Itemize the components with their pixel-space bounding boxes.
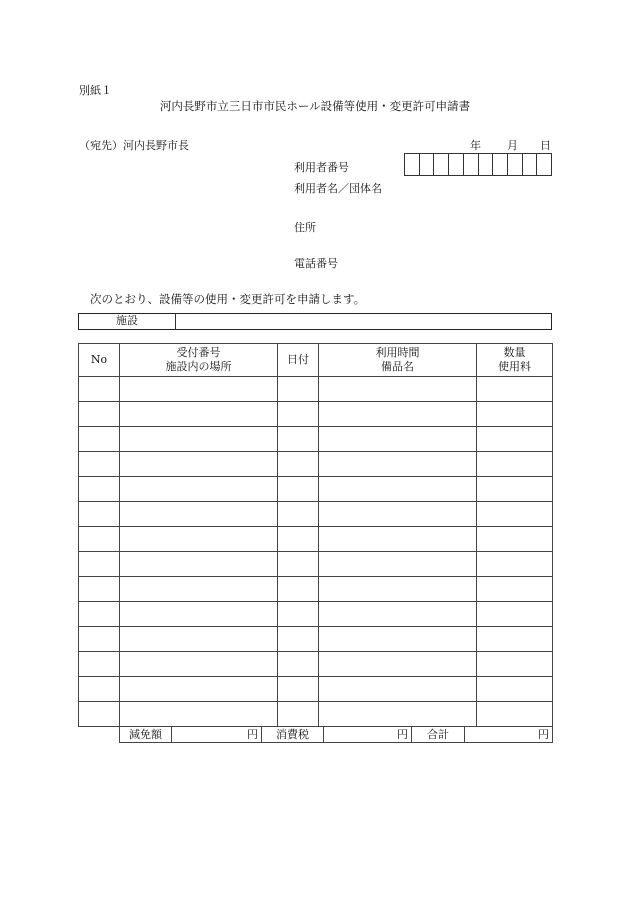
cell-time-item[interactable]: [319, 477, 477, 502]
cell-receipt-place[interactable]: [120, 577, 278, 602]
cell-date[interactable]: [278, 452, 319, 477]
table-header-row: [79, 344, 553, 377]
facility-field[interactable]: [176, 314, 551, 329]
cell-time-item[interactable]: [319, 677, 477, 702]
cell-no[interactable]: [79, 527, 120, 552]
cell-no[interactable]: [79, 652, 120, 677]
cell-date[interactable]: [278, 527, 319, 552]
user-number-digit-box[interactable]: [523, 154, 538, 175]
user-number-digit-box[interactable]: [479, 154, 494, 175]
totals-row: [119, 726, 553, 743]
header-receipt-place: [120, 344, 278, 377]
cell-time-item[interactable]: [319, 427, 477, 452]
cell-time-item[interactable]: [319, 552, 477, 577]
cell-no[interactable]: [79, 677, 120, 702]
table-row: [79, 427, 553, 452]
user-number-label: 利用者番号: [294, 161, 349, 174]
form-title: 河内長野市立三日市市民ホール設備等使用・変更許可申請書: [159, 99, 471, 113]
application-statement: 次のとおり、設備等の使用・変更許可を申請します。: [90, 292, 366, 306]
user-number-digit-box[interactable]: [449, 154, 464, 175]
cell-qty-fee[interactable]: [477, 377, 553, 402]
user-number-digit-box[interactable]: [434, 154, 449, 175]
cell-receipt-place[interactable]: [120, 427, 278, 452]
table-row: [79, 602, 553, 627]
cell-receipt-place[interactable]: [120, 602, 278, 627]
cell-receipt-place[interactable]: [120, 552, 278, 577]
addressee: （宛先）河内長野市長: [79, 139, 189, 152]
cell-date[interactable]: [278, 502, 319, 527]
table-row: [79, 652, 553, 677]
discount-amount-field[interactable]: 円: [172, 727, 262, 743]
cell-time-item[interactable]: [319, 652, 477, 677]
user-number-digit-box[interactable]: [508, 154, 523, 175]
table-row: [79, 477, 553, 502]
table-row: [79, 402, 553, 427]
facility-row: [78, 313, 552, 330]
cell-date[interactable]: [278, 477, 319, 502]
cell-time-item[interactable]: [319, 602, 477, 627]
cell-no[interactable]: [79, 477, 120, 502]
cell-no[interactable]: [79, 552, 120, 577]
total-label: 合計: [412, 727, 465, 743]
user-number-digit-box[interactable]: [464, 154, 479, 175]
cell-qty-fee[interactable]: [477, 402, 553, 427]
table-row: [79, 677, 553, 702]
cell-no[interactable]: [79, 427, 120, 452]
phone-label: 電話番号: [294, 257, 338, 270]
cell-date[interactable]: [278, 677, 319, 702]
usage-table: [78, 343, 553, 727]
tax-amount-field[interactable]: 円: [324, 727, 412, 743]
cell-date[interactable]: [278, 402, 319, 427]
user-number-digit-box[interactable]: [420, 154, 435, 175]
cell-no[interactable]: [79, 702, 120, 727]
header-time-item: [319, 344, 477, 377]
cell-receipt-place[interactable]: [120, 677, 278, 702]
cell-qty-fee[interactable]: [477, 552, 553, 577]
user-number-digit-box[interactable]: [537, 154, 551, 175]
cell-receipt-place[interactable]: [120, 477, 278, 502]
cell-no[interactable]: [79, 377, 120, 402]
cell-time-item[interactable]: [319, 527, 477, 552]
cell-qty-fee[interactable]: [477, 452, 553, 477]
table-row: [79, 377, 553, 402]
table-body: [79, 377, 553, 727]
cell-qty-fee[interactable]: [477, 627, 553, 652]
cell-time-item[interactable]: [319, 377, 477, 402]
cell-date[interactable]: [278, 552, 319, 577]
user-number-digit-box[interactable]: [405, 154, 420, 175]
facility-label: 施設: [79, 314, 176, 329]
cell-time-item[interactable]: [319, 702, 477, 727]
cell-time-item[interactable]: [319, 627, 477, 652]
cell-no[interactable]: [79, 402, 120, 427]
cell-date[interactable]: [278, 627, 319, 652]
address-label: 住所: [294, 221, 316, 234]
cell-time-item[interactable]: [319, 577, 477, 602]
cell-qty-fee[interactable]: [477, 577, 553, 602]
tax-label: 消費税: [262, 727, 324, 743]
cell-receipt-place[interactable]: [120, 527, 278, 552]
cell-date[interactable]: [278, 377, 319, 402]
cell-receipt-place[interactable]: [120, 502, 278, 527]
cell-time-item[interactable]: [319, 402, 477, 427]
table-row: [79, 627, 553, 652]
cell-date[interactable]: [278, 602, 319, 627]
header-fee: 使用料: [498, 360, 531, 373]
cell-qty-fee[interactable]: [477, 652, 553, 677]
cell-receipt-place[interactable]: [120, 377, 278, 402]
header-quantity: 数量: [503, 346, 526, 359]
header-qty-fee: [477, 344, 553, 377]
cell-receipt-place[interactable]: [120, 627, 278, 652]
user-name-label: 利用者名／団体名: [294, 182, 382, 195]
header-place: 施設内の場所: [165, 360, 232, 373]
cell-no[interactable]: [79, 452, 120, 477]
cell-time-item[interactable]: [319, 452, 477, 477]
cell-receipt-place[interactable]: [120, 652, 278, 677]
cell-date[interactable]: [278, 577, 319, 602]
header-no: No: [79, 344, 120, 377]
table-row: [79, 577, 553, 602]
cell-qty-fee[interactable]: [477, 427, 553, 452]
table-row: [79, 702, 553, 727]
cell-no[interactable]: [79, 602, 120, 627]
annex-label: 別紙１: [79, 84, 112, 97]
cell-qty-fee[interactable]: [477, 702, 553, 727]
user-number-digit-box[interactable]: [493, 154, 508, 175]
cell-time-item[interactable]: [319, 502, 477, 527]
cell-qty-fee[interactable]: [477, 527, 553, 552]
cell-date[interactable]: [278, 427, 319, 452]
header-item-name: 備品名: [381, 360, 414, 373]
table-row: [79, 527, 553, 552]
total-amount-field[interactable]: 円: [465, 727, 553, 743]
cell-qty-fee[interactable]: [477, 502, 553, 527]
cell-no[interactable]: [79, 577, 120, 602]
cell-date[interactable]: [278, 702, 319, 727]
table-row: [79, 552, 553, 577]
discount-label: 減免額: [120, 727, 172, 743]
user-number-boxes[interactable]: [404, 153, 552, 176]
cell-qty-fee[interactable]: [477, 602, 553, 627]
cell-receipt-place[interactable]: [120, 452, 278, 477]
cell-no[interactable]: [79, 502, 120, 527]
cell-receipt-place[interactable]: [120, 702, 278, 727]
date-day-label: 日: [540, 139, 551, 152]
cell-date[interactable]: [278, 652, 319, 677]
table-row: [79, 452, 553, 477]
date-year-label: 年: [470, 139, 481, 152]
cell-receipt-place[interactable]: [120, 402, 278, 427]
cell-no[interactable]: [79, 627, 120, 652]
table-row: [79, 502, 553, 527]
date-month-label: 月: [507, 139, 518, 152]
header-receipt-number: 受付番号: [176, 346, 221, 359]
cell-qty-fee[interactable]: [477, 677, 553, 702]
header-date: 日付: [278, 344, 319, 377]
cell-qty-fee[interactable]: [477, 477, 553, 502]
header-usage-time: 利用時間: [375, 346, 420, 359]
